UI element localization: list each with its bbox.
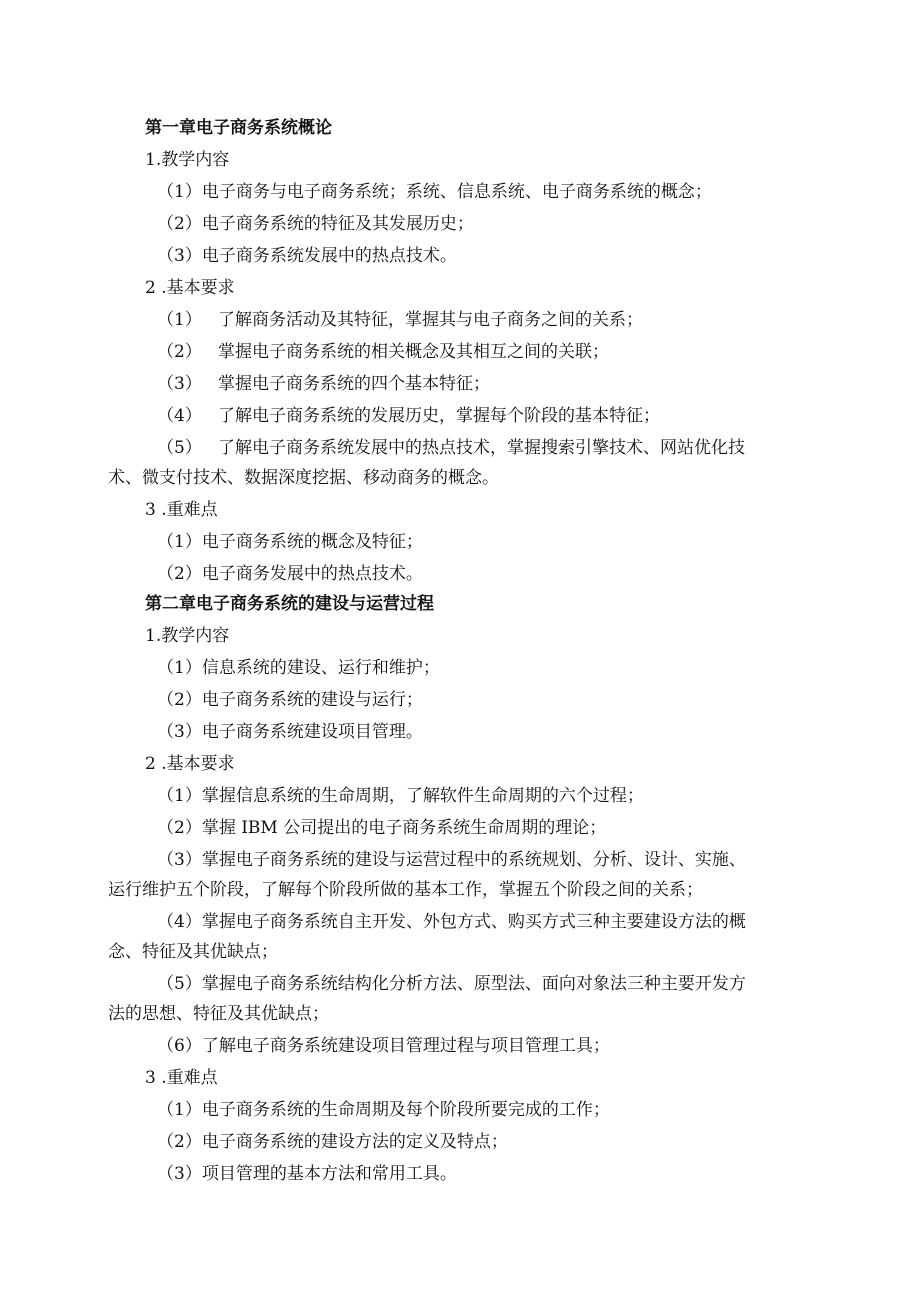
ch1-s2-item-3-text: 掌握电子商务系统的四个基本特征； (218, 374, 490, 394)
ch2-section-1-heading: 1.教学内容 (145, 626, 230, 646)
ch2-s3-item-3-text: （3）项目管理的基本方法和常用工具。 (157, 1164, 457, 1184)
ch2-s3-item-2-text: （2）电子商务系统的建设方法的定义及特点； (157, 1132, 508, 1152)
ch2-s1-item-1-text: （1）信息系统的建设、运行和维护； (157, 658, 440, 678)
ch2-section-2-heading: 2 .基本要求 (145, 754, 235, 774)
ch1-s2-item-5-num: （5） (157, 438, 202, 458)
ch2-s3-item-1-text: （1）电子商务系统的生命周期及每个阶段所要完成的工作； (157, 1100, 610, 1120)
ch2-s2-line-8-text: 法的思想、特征及其优缺点； (108, 1004, 329, 1024)
ch2-s2-line-2-text: （2）掌握 IBM 公司提出的电子商务系统生命周期的理论； (157, 818, 607, 838)
ch1-s1-item-1-text: （1）电子商务与电子商务系统；系统、信息系统、电子商务系统的概念； (157, 182, 712, 202)
chapter-1-title: 第一章电子商务系统概论 (145, 118, 332, 138)
ch1-s2-item-1-num: （1） (157, 310, 202, 330)
ch1-s1-item-2-text: （2）电子商务系统的特征及其发展历史； (157, 214, 474, 234)
ch1-s2-item-3-num: （3） (157, 374, 202, 394)
ch2-section-3-heading: 3 .重难点 (145, 1068, 218, 1088)
ch1-s2-item-5-text: 了解电子商务系统发展中的热点技术，掌握搜索引擎技术、网站优化技 (218, 438, 745, 458)
ch2-s2-line-9-text: （6）了解电子商务系统建设项目管理过程与项目管理工具； (157, 1036, 610, 1056)
chapter-2-title: 第二章电子商务系统的建设与运营过程 (145, 594, 434, 614)
ch2-s2-line-3-text: （3）掌握电子商务系统的建设与运营过程中的系统规划、分析、设计、实施、 (157, 850, 746, 870)
ch1-s3-item-2-text: （2）电子商务发展中的热点技术。 (157, 564, 423, 584)
ch1-s2-item-2-text: 掌握电子商务系统的相关概念及其相互之间的关联； (218, 342, 609, 362)
ch1-s2-item-5-cont-text: 术、微支付技术、数据深度挖据、移动商务的概念。 (108, 468, 499, 488)
ch1-s2-item-2-num: （2） (157, 342, 202, 362)
ch2-s1-item-2-text: （2）电子商务系统的建设与运行； (157, 690, 423, 710)
ch1-section-2-heading: 2 .基本要求 (145, 278, 235, 298)
ch1-s2-item-4-num: （4） (157, 406, 202, 426)
ch1-section-3-heading: 3 .重难点 (145, 500, 218, 520)
ch2-s2-line-5-text: （4）掌握电子商务系统自主开发、外包方式、购买方式三种主要建设方法的概 (157, 912, 746, 932)
ch1-s2-item-4-text: 了解电子商务系统的发展历史，掌握每个阶段的基本特征； (218, 406, 660, 426)
ch1-s3-item-1-text: （1）电子商务系统的概念及特征； (157, 532, 423, 552)
ch1-s2-item-1-text: 了解商务活动及其特征，掌握其与电子商务之间的关系； (218, 310, 643, 330)
ch2-s2-line-7-text: （5）掌握电子商务系统结构化分析方法、原型法、面向对象法三种主要开发方 (157, 974, 746, 994)
ch2-s1-item-3-text: （3）电子商务系统建设项目管理。 (157, 722, 423, 742)
ch2-s2-line-6-text: 念、特征及其优缺点； (108, 942, 278, 962)
ch2-s2-line-1-text: （1）掌握信息系统的生命周期，了解软件生命周期的六个过程； (157, 786, 644, 806)
ch1-section-1-heading: 1.教学内容 (145, 150, 230, 170)
ch1-s1-item-3-text: （3）电子商务系统发展中的热点技术。 (157, 246, 457, 266)
ch2-s2-line-4-text: 运行维护五个阶段，了解每个阶段所做的基本工作，掌握五个阶段之间的关系； (108, 880, 703, 900)
